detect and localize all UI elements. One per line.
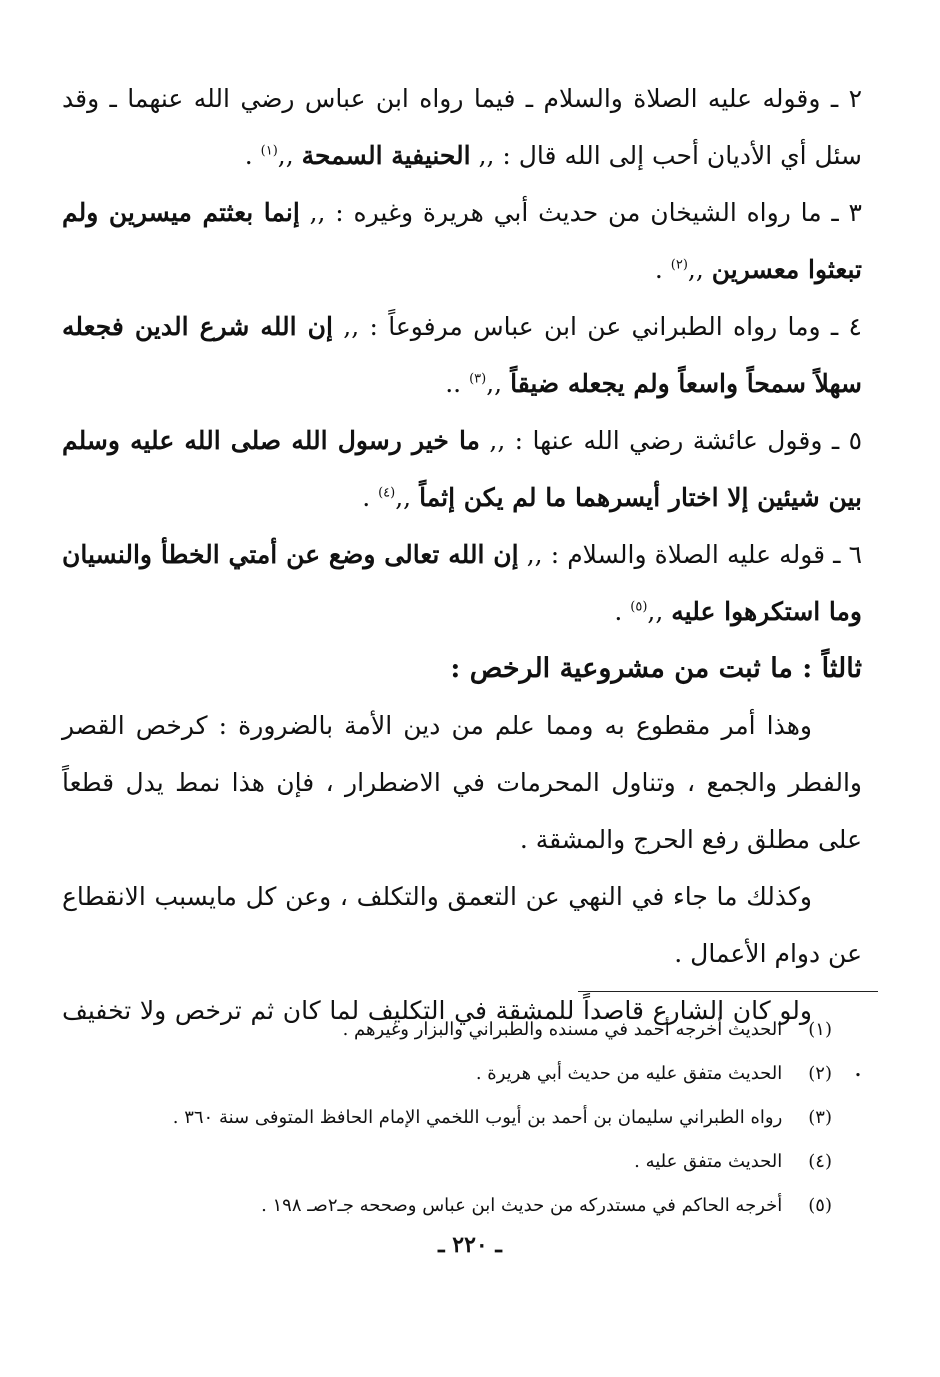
- hadith-quote: إن الله تعالى وضع عن أمتي الخطأ والنسيان وما استكرهوا عليه: [62, 540, 862, 626]
- footnote-item: [62, 1052, 862, 1096]
- item-text: وما رواه الطبراني عن ابن عباس مرفوعاً : ,,: [343, 312, 821, 341]
- footnote-text: أخرجه الحاكم في مستدركه من حديث ابن عباس وصححه جـ٢صـ ١٩٨ .: [261, 1195, 783, 1216]
- item-text: وقوله عليه الصلاة والسلام ـ فيما رواه ابن عباس رضي الله عنهما ـ وقد سئل أي الأديان أحب إلى الله قال : ,,: [62, 84, 862, 170]
- item-end: .: [654, 255, 663, 284]
- quote-close: ,,: [687, 255, 704, 284]
- footnote-text: الحديث أخرجه أحمد في مسنده والطبراني والبزار وغيرهم .: [342, 1019, 783, 1040]
- footnote-number: (٢): [808, 1063, 832, 1084]
- list-item-4: [62, 298, 862, 412]
- item-text: ما رواه الشيخان من حديث أبي هريرة وغيره : ,,: [309, 198, 822, 227]
- hadith-quote: ما خير رسول الله صلى الله عليه وسلم بين شيئين إلا اختار أيسرهما ما لم يكن إثماً: [62, 426, 862, 512]
- quote-close: ,,: [486, 369, 503, 398]
- footnote-number: (٣): [808, 1107, 832, 1128]
- item-number: ٥ ـ: [831, 426, 863, 455]
- quote-close: ,,: [395, 483, 412, 512]
- item-text: قوله عليه الصلاة والسلام : ,,: [526, 540, 826, 569]
- footnote-ref: (٢): [670, 257, 688, 273]
- footnote-item: [62, 1008, 862, 1052]
- list-item-2: [62, 70, 862, 184]
- item-end: .: [614, 597, 623, 626]
- footnote-text: الحديث متفق عليه من حديث أبي هريرة .: [475, 1063, 783, 1084]
- page-number: ـ ٢٢٠ ـ: [438, 1232, 502, 1258]
- footnote-ref: (٥): [630, 599, 648, 615]
- list-item-6: [62, 526, 862, 640]
- item-number: ٦ ـ: [833, 540, 863, 569]
- paragraph-2: وكذلك ما جاء في النهي عن التعمق والتكلف ، وعن كل مايسبب الانقطاع عن دوام الأعمال .: [62, 882, 862, 968]
- list-item-3: [62, 184, 862, 298]
- paragraph-1: وهذا أمر مقطوع به ومما علم من دين الأمة بالضرورة : كرخص القصر والفطر والجمع ، وتناول المحرمات في الاضطرار ، فإن هذا نمط يدل قطعاً على مطلق رفع الحرج والمشقة .: [62, 711, 862, 854]
- footnote-divider: [578, 991, 878, 992]
- footnote-text: رواه الطبراني سليمان بن أحمد بن أيوب اللخمي الإمام الحافظ المتوفى سنة ٣٦٠ .: [172, 1107, 783, 1128]
- footnote-item: [62, 1096, 862, 1140]
- hadith-quote: إن الله شرع الدين فجعله سهلاً سمحاً واسعاً ولم يجعله ضيقاً: [62, 312, 862, 398]
- footnote-number: (١): [808, 1019, 832, 1040]
- section-heading: ثالثاً : ما ثبت من مشروعية الرخص :: [450, 653, 862, 684]
- item-end: .: [362, 483, 371, 512]
- item-end: .: [244, 141, 253, 170]
- footnote-number: (٥): [808, 1195, 832, 1216]
- footnote-number: (٤): [808, 1151, 832, 1172]
- footnote-ref: (١): [260, 143, 278, 159]
- paragraph-3: ولو كان الشارع قاصداً للمشقة في التكليف لما كان ثم ترخص ولا تخفيف .: [62, 996, 862, 1082]
- item-end: ..: [445, 369, 462, 398]
- page-body: [62, 70, 862, 1096]
- footnote-item: [62, 1184, 862, 1228]
- hadith-quote: إنما بعثتم ميسرين ولم تبعثوا معسرين: [62, 198, 862, 284]
- item-number: ٣ ـ: [831, 198, 862, 227]
- footnote-text: الحديث متفق عليه .: [634, 1151, 783, 1172]
- quote-close: ,,: [647, 597, 664, 626]
- hadith-quote: الحنيفية السمحة: [301, 141, 471, 170]
- footnote-item: [62, 1140, 862, 1184]
- footnote-ref: (٤): [378, 485, 396, 501]
- quote-close: ,,: [277, 141, 294, 170]
- footnote-ref: (٣): [469, 371, 487, 387]
- item-number: ٢ ـ: [830, 84, 862, 113]
- footnotes: [62, 1008, 862, 1228]
- item-number: ٤ ـ: [830, 312, 862, 341]
- list-item-5: [62, 412, 862, 526]
- item-text: وقول عائشة رضي الله عنها : ,,: [489, 426, 823, 455]
